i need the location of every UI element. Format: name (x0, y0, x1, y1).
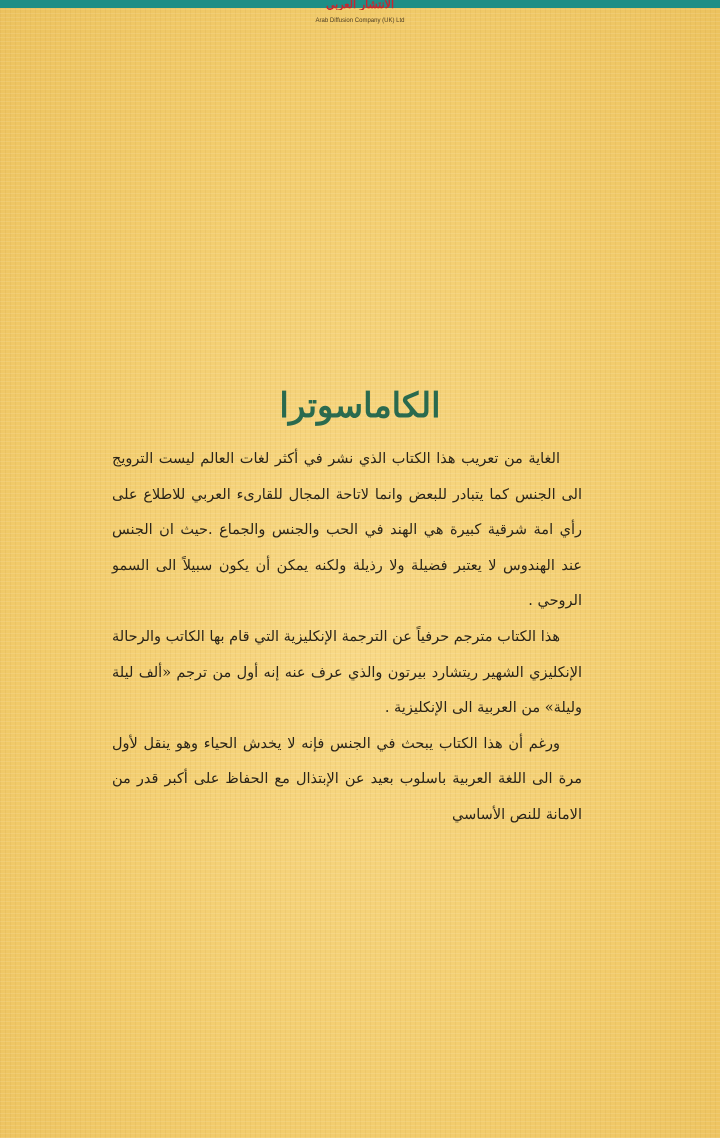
preface-paragraph-1: الغاية من تعريب هذا الكتاب الذي نشر في أكثر لغات العالم ليست الترويج الى الجنس كما يتبادر للبعض وانما لاتاحة المجال للقارىء العربي للاطلاع على رأي امة شرقية كبيرة هي الهند في الحب والجنس والجماع .حيث ان الجنس عند الهندوس لا يعتبر فضيلة ولا رذيلة ولكنه يمكن أن يكون سبيلاً الى السمو الروحي . (112, 451, 582, 610)
publisher-logo (290, 0, 430, 28)
book-title: الكاماسوترا (279, 386, 441, 426)
publisher-logo-text: الانتشار العربي (325, 0, 395, 10)
publisher-company-name: Arab Diffusion Company (UK) Ltd (315, 18, 405, 24)
preface-paragraph-3: ورغم أن هذا الكتاب يبحث في الجنس فإنه لا يخدش الحياء وهو ينقل لأول مرة الى اللغة العربية باسلوب بعيد عن الإبتذال مع الحفاظ على أكبر قدر من الامانة للنص الأساسي (112, 735, 582, 823)
preface-paragraph-2: هذا الكتاب مترجم حرفياً عن الترجمة الإنكليزية التي قام بها الكاتب والرحالة الإنكليزي الشهير ريتشارد بيرتون والذي عرف عنه إنه أول من ترجم «ألف ليلة وليلة» من العربية الى الإنكليزية . (112, 628, 582, 717)
preface-text (112, 442, 582, 834)
